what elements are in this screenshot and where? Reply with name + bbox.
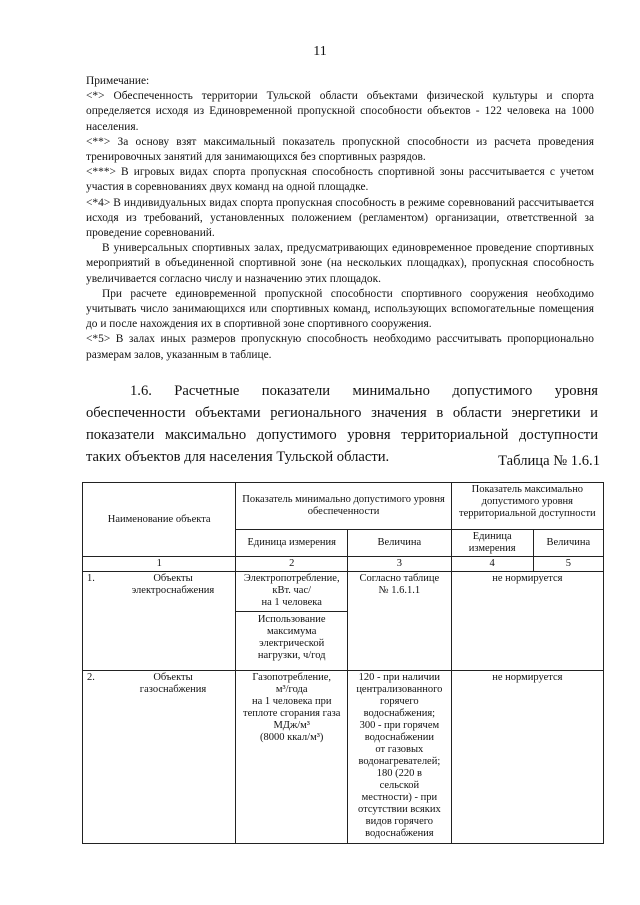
header-value-2: Величина — [533, 530, 603, 557]
unit-line: м³/года — [275, 684, 308, 695]
page-number: 11 — [313, 44, 327, 59]
col-number: 3 — [348, 557, 452, 572]
notes-block — [86, 74, 594, 363]
unit-line: МДж/м³ — [273, 720, 310, 731]
value-line: № 1.6.1.1 — [378, 585, 421, 596]
value-line: местности) - при — [361, 792, 438, 803]
note-universal-halls: В универсальных спортивных залах, предусматривающих единовременное проведение спортивных мероприятий в объединенной спортивной зоне (на нескольких площадках), пропускная способность увеличивается согласно числу и назначению этих площадок. — [86, 242, 594, 285]
table-header-row — [83, 483, 604, 530]
col-number: 2 — [236, 557, 348, 572]
row-number: 2. — [87, 672, 95, 683]
value-line: водоснабжения; — [363, 708, 436, 719]
unit-line: на 1 человека при — [251, 696, 332, 707]
row-number: 1. — [87, 573, 95, 584]
note-3: <***> В игровых видах спорта пропускная способность спортивной зоны рассчитывается с учетом участия в соревнованиях двух команд на одной площадке. — [86, 166, 594, 194]
row-max-indicator: не нормируется — [451, 671, 603, 844]
table-row — [83, 572, 604, 671]
unit-line: кВт. час/ — [272, 585, 312, 596]
value-line: 120 - при наличии — [358, 672, 441, 683]
value-line: водонагревателей; — [358, 756, 441, 767]
value-line: водоснабжении — [364, 732, 435, 743]
row-unit — [236, 671, 348, 844]
header-max-group: Показатель максимально допустимого уровня территориальной доступности — [451, 483, 603, 530]
column-numbers-row — [83, 557, 604, 572]
value-line: 180 (220 в — [376, 768, 422, 779]
row-value — [348, 572, 452, 671]
unit-line: теплоте сгорания газа — [242, 708, 341, 719]
col-number: 1 — [83, 557, 236, 572]
col-number: 5 — [533, 557, 603, 572]
unit-line: Газопотребление, — [252, 672, 332, 683]
header-unit-2: Единица измерения — [451, 530, 533, 557]
unit-line: на 1 человека — [261, 597, 322, 608]
unit-line: Использование — [257, 614, 326, 625]
table-caption: Таблица № 1.6.1 — [498, 453, 600, 469]
note-2: <**> За основу взят максимальный показатель пропускной способности из расчета проведения тренировочных занятий для занимающихся без спортивных разрядов. — [86, 135, 594, 164]
value-line: централизованного — [356, 684, 443, 695]
unit-line: нагрузки, ч/год — [257, 650, 326, 661]
note-5: <*5> В залах иных размеров пропускную способность необходимо рассчитывать пропорционально размерам залов, указанным в таблице. — [86, 333, 594, 361]
value-line: от газовых — [375, 744, 424, 755]
value-line: горячего — [380, 696, 419, 707]
section-heading-text: 1.6. Расчетные показатели минимально допустимого уровня обеспеченности объектами регионального значения в области энергетики и показатели максимально допустимого уровня территориальной доступности таких объектов для населения Тульской области. — [86, 383, 598, 465]
row-object — [83, 572, 236, 671]
note-4: <*4> В индивидуальных видах спорта пропускная способность в режиме соревнований рассчитывается исходя из требований, установленных положением (регламентом) организации, ответственной за проведение соревнований. — [86, 196, 594, 240]
row-value — [348, 671, 452, 844]
value-line: сельской — [379, 780, 420, 791]
row-object — [83, 671, 236, 844]
row-unit-secondary — [236, 611, 347, 662]
unit-line: (8000 ккал/м³) — [260, 732, 324, 743]
table-row — [83, 671, 604, 844]
value-line: 300 - при горячем — [359, 720, 440, 731]
col-number: 4 — [451, 557, 533, 572]
header-unit: Единица измерения — [236, 530, 348, 557]
row-object-name: Объекты газоснабжения — [139, 672, 207, 695]
unit-line: максимума — [267, 626, 317, 637]
row-object-name: Объекты электроснабжения — [131, 573, 215, 596]
indicators-table — [82, 482, 604, 844]
row-unit — [236, 572, 348, 671]
unit-line: Электропотребление, — [243, 573, 340, 584]
unit-line: электрической — [259, 638, 325, 649]
note-title: Примечание: — [86, 75, 150, 87]
value-line: видов горячего — [365, 816, 434, 827]
value-line: отсутствии всяких — [357, 804, 441, 815]
header-value: Величина — [348, 530, 452, 557]
row-max-indicator: не нормируется — [451, 572, 603, 671]
note-1: <*> Обеспеченность территории Тульской области объектами физической культуры и спорта определяется исходя из Единовременной пропускной способности объектов - 122 человека на 1000 населения. — [86, 90, 594, 133]
value-line: водоснабжения — [365, 828, 434, 839]
value-line: Согласно таблице — [359, 573, 440, 584]
note-capacity-calc: При расчете единовременной пропускной способности спортивного сооружения необходимо учитывать число занимающихся или спортивных команд, использующих вспомогательные помещения до и после нахождения их в спортивной зоне спортивного сооружения. — [86, 287, 594, 331]
header-object-name: Наименование объекта — [83, 483, 236, 557]
header-min-group: Показатель минимально допустимого уровня обеспеченности — [236, 483, 451, 530]
